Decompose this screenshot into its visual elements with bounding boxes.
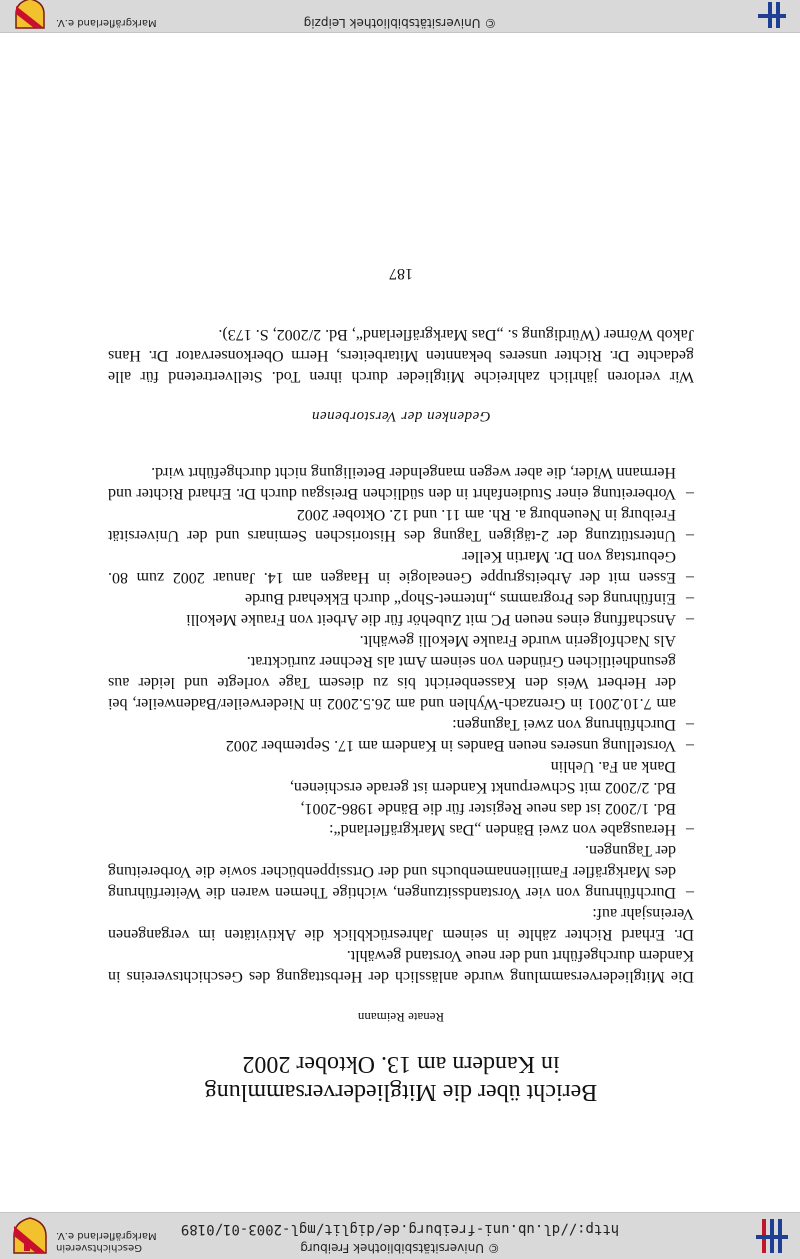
article [108, 264, 694, 1209]
activities-list [108, 462, 694, 903]
list-bullet: – [686, 716, 694, 733]
list-item-text: Vorstellung unseres neuen Bandes in Kandern am 17. September 2002 [225, 737, 676, 754]
list-bullet: – [686, 884, 694, 901]
intro-paragraph: Die Mitgliederversammlung wurde anlässlich der Herbsttagung des Geschichtsvereins in Kandern durchgeführt und der neue Vorstand gewählt. [108, 947, 694, 985]
list-item [108, 462, 694, 504]
list-bullet: – [686, 737, 694, 754]
list-item-subline: Als Nachfolgerin wurde Frauke Mekolli gewählt. [359, 632, 676, 649]
document-url[interactable]: http://dl.ub.uni-freiburg.de/diglit/mgl-2003-01/0189 [180, 1221, 620, 1237]
ub-leipzig-logo-icon [752, 0, 792, 30]
page-number: 187 [389, 265, 413, 282]
list-item-text: Vorbereitung einer Studienfahrt in den südlichen Breisgau durch Dr. Erhard Richter und Hermann Wider, die aber wegen mangelnder Beteiligung nicht durchgeführt wird. [108, 464, 676, 502]
author: Renate Reimann [357, 1010, 445, 1025]
article-title [108, 1050, 694, 1209]
list-item-subline: Dank an Fa. Uehlin [550, 758, 676, 775]
list-item [108, 588, 694, 609]
footer-library: © Universitätsbibliothek Leipzig [303, 16, 497, 30]
intro-paragraph-2: Dr. Erhard Richter zählte in seinem Jahresrückblick die Aktivitäten im vergangenen Vereinsjahr auf: [108, 905, 694, 943]
footer-bar [0, 0, 800, 33]
list-bullet: – [686, 821, 694, 838]
list-bullet: – [686, 569, 694, 586]
society-line-2: Markgräflerland e.V. [56, 1230, 157, 1241]
list-item-subline: Bd. 2/2002 mit Schwerpunkt Kandern ist gerade erschienen, [289, 779, 676, 796]
list-item [108, 609, 694, 630]
list-item-text: Durchführung von vier Vorstandssitzungen, wichtige Themen waren die Weiterführung des Markgräfler Familiennamenbuchs und der Ortssippenbücher sowie die Vorbereitung der Tagungen. [108, 842, 676, 901]
list-item-text: Anschaffung eines neuen PC mit Zubehör für die Arbeit von Frauke Mekolli [186, 611, 676, 628]
section-heading: Gedenken der Verstorbenen [311, 408, 491, 424]
list-item-text: Durchführung von zwei Tagungen: [452, 716, 676, 733]
list-item [108, 756, 694, 840]
list-item-text: Einführung des Programms „Internet-Shop“ durch Ekkehard Burde [245, 590, 676, 607]
title-line-2: in Kandern am 13. Oktober 2002 [242, 1051, 560, 1077]
list-item-text: Unterstützung der 2-tägigen Tagung des Historischen Seminars und der Universität Freiburg in Neuenburg a. Rh. am 11. und 12. Oktober 2002 [108, 506, 676, 544]
list-item [108, 546, 694, 588]
list-item [108, 630, 694, 735]
list-bullet: – [686, 485, 694, 502]
title-line-1: Bericht über die Mitgliederversammlung [204, 1079, 598, 1105]
list-bullet: – [686, 590, 694, 607]
list-item-text: Essen mit der Arbeitsgruppe Genealogie in Haagen am 14. Januar 2002 zum 80. Geburtstag von Dr. Martin Keller [108, 548, 676, 586]
list-item [108, 840, 694, 903]
library-copyright: © Universitätsbibliothek Freiburg [300, 1241, 500, 1255]
list-bullet: – [686, 527, 694, 544]
society-name [56, 1229, 157, 1253]
society-crest-icon [10, 1216, 50, 1256]
footer-society: Markgräflerland e.V. [56, 17, 157, 28]
ub-freiburg-logo-icon [752, 1217, 792, 1255]
footer-crest-icon [10, 0, 50, 30]
list-item-text: Herausgabe von zwei Bänden „Das Markgräflerland“: [329, 821, 676, 838]
list-item-subline: Bd. 1/2002 ist das neue Register für die Bände 1986-2001, [300, 800, 676, 817]
list-item [108, 735, 694, 756]
list-item [108, 504, 694, 546]
header-bar [0, 1212, 800, 1259]
society-line-1: Geschichtsverein [56, 1242, 142, 1253]
list-item-subline: am 7.10.2001 in Grenzach-Wyhlen und am 26.5.2002 in Niederweiler/Badenweiler, bei der Herbert Weis den Kassenbericht bis zu diesem Tage vorlegte und leider aus gesundheitlichen Gründen von seinem Amt als Rechner zurücktrat. [108, 653, 676, 712]
memorial-paragraph: Wir verloren jährlich zahlreiche Mitglieder durch ihren Tod. Stellvertretend für alle gedachte Dr. Richter unseres bekannten Mitarbeiters, Herrn Oberkonservator Dr. Hans Jakob Wörner (Würdigung s. „Das Markgräflerland“, Bd. 2/2002, S. 173). [108, 326, 694, 385]
list-bullet: – [686, 611, 694, 628]
